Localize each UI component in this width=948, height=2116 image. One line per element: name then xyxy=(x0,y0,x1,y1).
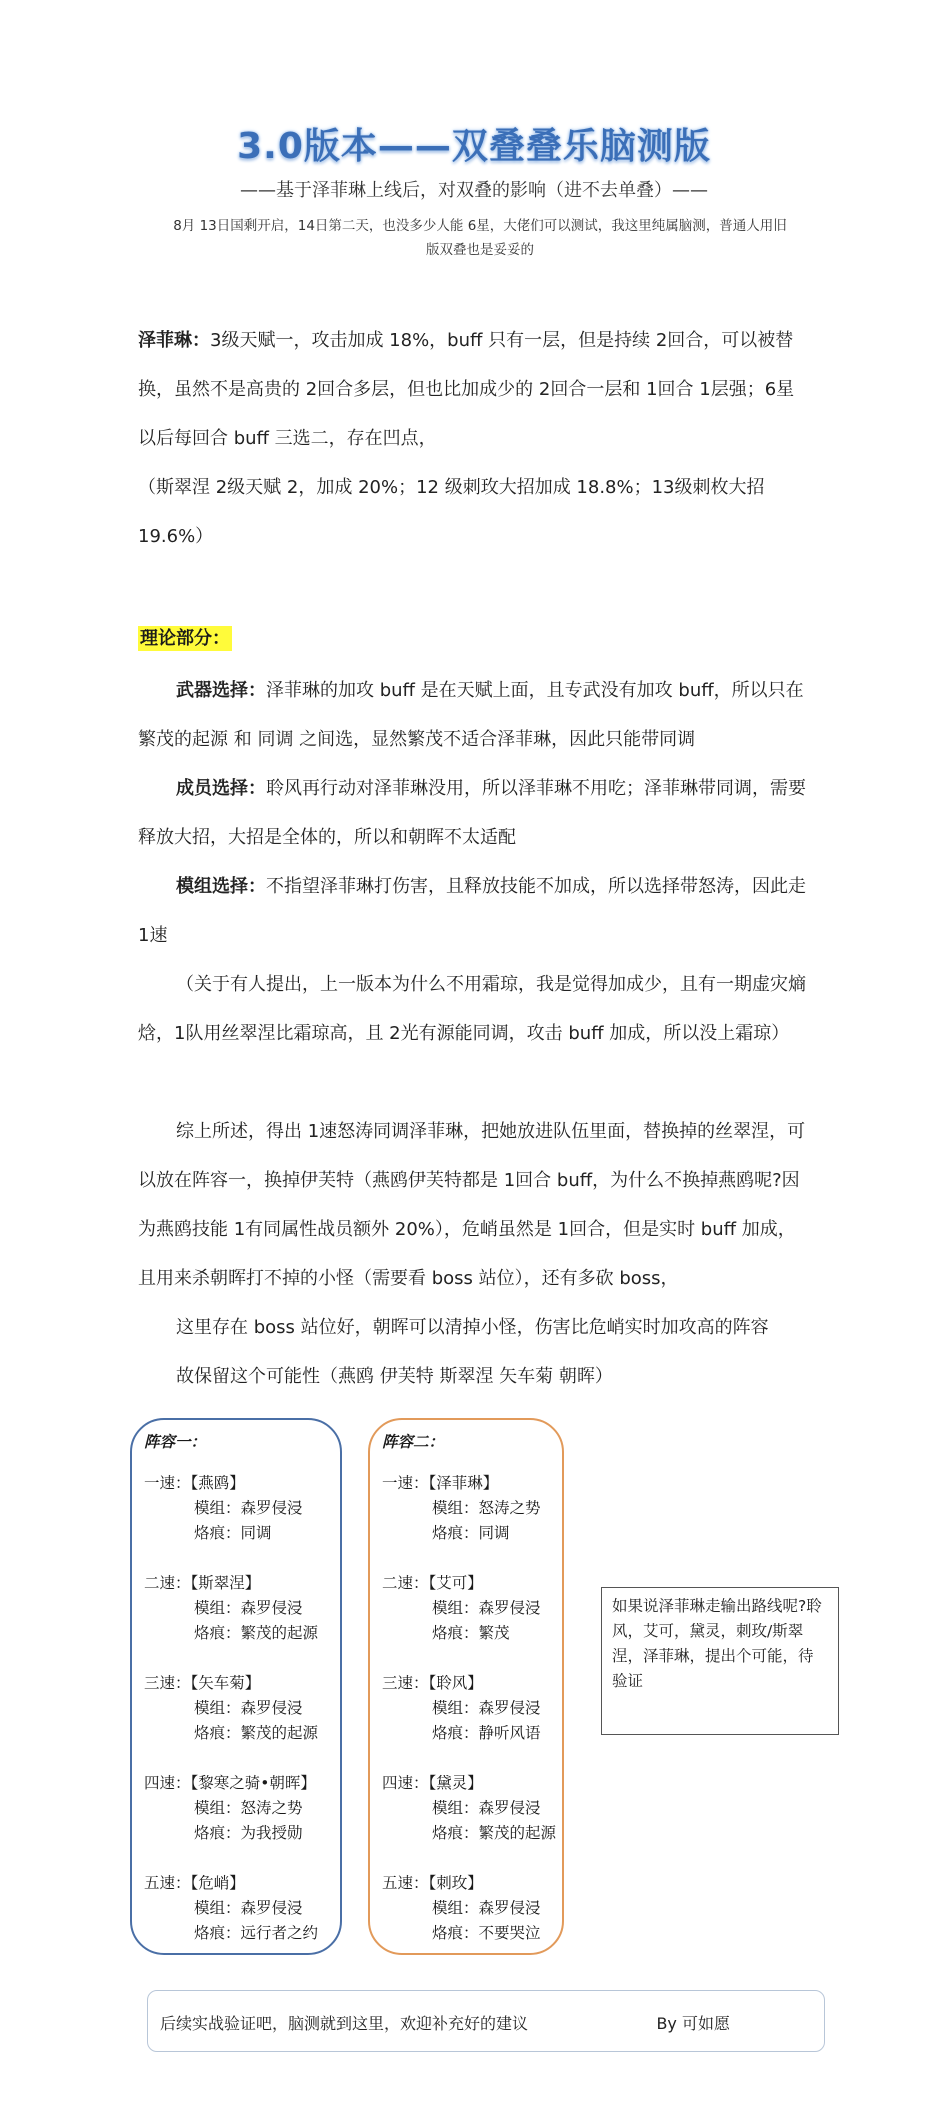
slot-character: 【黛灵】 xyxy=(428,1774,483,1792)
lineup-one-title: 阵容一： xyxy=(144,1433,207,1451)
lineup-two-slot xyxy=(382,1871,550,1946)
lineup-one-slot xyxy=(144,1571,328,1646)
frost-note: （关于有人提出，上一版本为什么不用霜琼，我是觉得加成少，且有一期虚灾熵焓，1队用丝翠涅比霜琼高，且 2光有源能同调，攻击 buff 加成，所以没上霜琼） xyxy=(138,974,806,1044)
slot-brand: 烙痕：不要哭泣 xyxy=(432,1924,541,1942)
intro-text: 8月 13日国剩开启，14日第二天，也没多少人能 6星，大佬们可以测试，我这里纯属脑测，普通人用旧版双叠也是妥妥的 xyxy=(173,218,787,258)
module-text: 不指望泽菲琳打伤害，且释放技能不加成，所以选择带怒涛，因此走 1速 xyxy=(138,876,806,946)
slot-character: 【黎寒之骑•朝晖】 xyxy=(190,1774,316,1792)
lineup-two-title: 阵容二： xyxy=(382,1433,445,1451)
slot-speed: 五速： xyxy=(382,1874,429,1892)
lineup-two-slot xyxy=(382,1671,550,1746)
slot-brand: 烙痕：同调 xyxy=(194,1524,272,1542)
slot-speed: 三速： xyxy=(382,1674,429,1692)
slot-module: 模组：森罗侵浸 xyxy=(194,1499,303,1517)
slot-speed: 一速： xyxy=(144,1474,191,1492)
slot-module: 模组：森罗侵浸 xyxy=(432,1899,541,1917)
page-title: 3.0版本——双叠叠乐脑测版 xyxy=(237,126,711,167)
lineup-one-slot xyxy=(144,1671,328,1746)
lineup-one-slot xyxy=(144,1471,328,1546)
slot-character: 【刺玫】 xyxy=(428,1874,483,1892)
zephyrine-paragraph xyxy=(138,316,808,463)
lineup-one-slot xyxy=(144,1771,328,1846)
footer-text: 后续实战验证吧，脑测就到这里，欢迎补充好的建议 xyxy=(160,2014,529,2033)
lineup-one-box xyxy=(130,1418,342,1955)
slot-character: 【燕鸥】 xyxy=(190,1474,245,1492)
slot-brand: 烙痕：静听风语 xyxy=(432,1724,541,1742)
slot-speed: 二速： xyxy=(144,1574,191,1592)
member-paragraph xyxy=(138,764,808,862)
slot-module: 模组：怒涛之势 xyxy=(432,1499,541,1517)
slot-module: 模组：怒涛之势 xyxy=(194,1799,303,1817)
slot-module: 模组：森罗侵浸 xyxy=(194,1699,303,1717)
summary-paragraph: 综上所述，得出 1速怒涛同调泽菲琳，把她放进队伍里面，替换掉的丝翠涅，可以放在阵容一，换掉伊芙特（燕鸥伊芙特都是 1回合 buff，为什么不换掉燕鸥呢?因为燕鸥技能 1有同属性战员额外 20%），危峭虽然是 1回合，但是实时 buff 加成，且用来杀朝晖打不掉的小怪（需要看 boss 站位），还有多砍 boss， xyxy=(138,1121,806,1289)
slot-character: 【泽菲琳】 xyxy=(428,1474,499,1492)
footer-box xyxy=(147,1990,825,2052)
slot-brand: 烙痕：繁茂的起源 xyxy=(432,1824,557,1842)
slot-speed: 四速： xyxy=(382,1774,429,1792)
slot-brand: 烙痕：繁茂的起源 xyxy=(194,1724,319,1742)
lineup-two-slot xyxy=(382,1571,550,1646)
member-text: 聆风再行动对泽菲琳没用，所以泽菲琳不用吃；泽菲琳带同调，需要释放大招，大招是全体的，所以和朝晖不太适配 xyxy=(138,778,806,848)
lineup-two-box xyxy=(368,1418,564,1955)
slot-character: 【危峭】 xyxy=(190,1874,245,1892)
summary-paragraph-3: 故保留这个可能性（燕鸥 伊芙特 斯翠涅 矢车菊 朝晖） xyxy=(176,1366,613,1387)
slot-module: 模组：森罗侵浸 xyxy=(194,1599,303,1617)
slot-module: 模组：森罗侵浸 xyxy=(432,1699,541,1717)
summary-paragraph-2: 这里存在 boss 站位好，朝晖可以清掉小怪，伤害比危峭实时加攻高的阵容 xyxy=(176,1317,769,1338)
slot-module: 模组：森罗侵浸 xyxy=(432,1599,541,1617)
zephyrine-text: 3级天赋一，攻击加成 18%，buff 只有一层，但是持续 2回合，可以被替换，虽然不是高贵的 2回合多层，但也比加成少的 2回合一层和 1回合 1层强；6星以后每回合 buff 三选二，存在凹点， xyxy=(138,330,795,449)
slot-character: 【艾可】 xyxy=(428,1574,483,1592)
member-label: 成员选择： xyxy=(176,778,266,799)
slot-brand: 烙痕：为我授勋 xyxy=(194,1824,303,1842)
slot-brand: 烙痕：繁茂 xyxy=(432,1624,510,1642)
weapon-paragraph xyxy=(138,666,808,764)
slot-speed: 一速： xyxy=(382,1474,429,1492)
module-label: 模组选择： xyxy=(176,876,266,897)
module-paragraph xyxy=(138,862,808,960)
side-note-box: 如果说泽菲琳走输出路线呢?聆风，艾可，黛灵，刺玫/斯翠涅，泽菲琳，提出个可能，待验证 xyxy=(601,1587,839,1735)
slot-module: 模组：森罗侵浸 xyxy=(432,1799,541,1817)
slot-brand: 烙痕：远行者之约 xyxy=(194,1924,319,1942)
slot-speed: 四速： xyxy=(144,1774,191,1792)
slot-character: 【矢车菊】 xyxy=(190,1674,261,1692)
weapon-text: 泽菲琳的加攻 buff 是在天赋上面，且专武没有加攻 buff，所以只在 繁茂的起源 和 同调 之间选，显然繁茂不适合泽菲琳，因此只能带同调 xyxy=(138,680,804,750)
zephyrine-note: （斯翠涅 2级天赋 2，加成 20%；12 级刺玫大招加成 18.8%；13级刺枚大招 19.6%） xyxy=(138,477,765,547)
slot-speed: 二速： xyxy=(382,1574,429,1592)
weapon-label: 武器选择： xyxy=(176,680,266,701)
slot-brand: 烙痕：繁茂的起源 xyxy=(194,1624,319,1642)
lineup-two-slot xyxy=(382,1471,550,1546)
slot-module: 模组：森罗侵浸 xyxy=(194,1899,303,1917)
lineup-one-slot xyxy=(144,1871,328,1946)
slot-speed: 五速： xyxy=(144,1874,191,1892)
slot-brand: 烙痕：同调 xyxy=(432,1524,510,1542)
zephyrine-label: 泽菲琳： xyxy=(138,330,210,351)
theory-heading xyxy=(138,624,232,650)
slot-character: 【聆风】 xyxy=(428,1674,483,1692)
lineup-two-slot xyxy=(382,1771,557,1846)
footer-author: By 可如愿 xyxy=(656,2014,730,2033)
page-subtitle: ——基于泽菲琳上线后，对双叠的影响（进不去单叠）—— xyxy=(240,180,708,201)
slot-speed: 三速： xyxy=(144,1674,191,1692)
theory-heading-label: 理论部分： xyxy=(140,628,230,649)
slot-character: 【斯翠涅】 xyxy=(190,1574,261,1592)
